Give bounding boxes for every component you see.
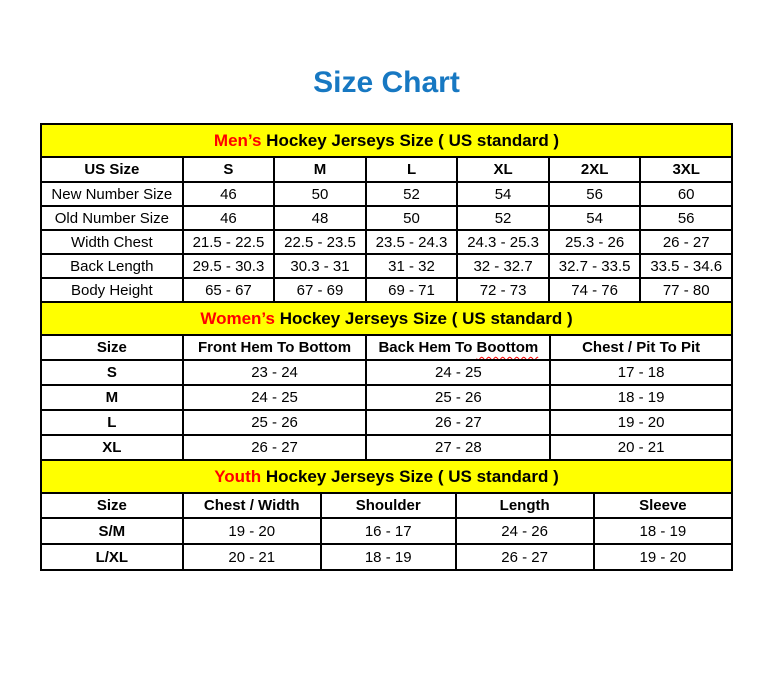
column-header-text: Back Hem To: [378, 339, 477, 356]
value-cell: 26 - 27: [183, 435, 367, 460]
table-row: [41, 518, 732, 544]
value-cell: 27 - 28: [366, 435, 550, 460]
value-cell: 48: [274, 206, 366, 230]
value-cell: 67 - 69: [274, 278, 366, 302]
row-label-cell: S/M: [41, 518, 183, 544]
value-cell: 32.7 - 33.5: [549, 254, 641, 278]
size-chart-tables: [40, 123, 733, 571]
column-header-cell: Chest / Pit To Pit: [550, 335, 732, 360]
value-cell: 74 - 76: [549, 278, 641, 302]
value-cell: 19 - 20: [183, 518, 321, 544]
row-label-cell: New Number Size: [41, 182, 183, 206]
row-label-cell: XL: [41, 435, 183, 460]
row-label-cell: M: [41, 385, 183, 410]
section-band-row: [41, 460, 732, 493]
value-cell: 77 - 80: [640, 278, 732, 302]
value-cell: 65 - 67: [183, 278, 275, 302]
value-cell: 33.5 - 34.6: [640, 254, 732, 278]
value-cell: 21.5 - 22.5: [183, 230, 275, 254]
row-label-cell: Old Number Size: [41, 206, 183, 230]
value-cell: 46: [183, 206, 275, 230]
value-cell: 25 - 26: [366, 385, 550, 410]
value-cell: 26 - 27: [456, 544, 594, 570]
value-cell: 25 - 26: [183, 410, 367, 435]
row-label-cell: Body Height: [41, 278, 183, 302]
column-header-cell: Length: [456, 493, 594, 518]
column-header-cell: S: [183, 157, 275, 182]
column-header-cell: L: [366, 157, 458, 182]
column-header-cell: 2XL: [549, 157, 641, 182]
section-band-row: [41, 302, 732, 335]
value-cell: 22.5 - 23.5: [274, 230, 366, 254]
section-accent-word: Youth: [214, 466, 262, 486]
value-cell: 18 - 19: [321, 544, 456, 570]
section-band-title: [41, 460, 732, 493]
value-cell: 18 - 19: [550, 385, 732, 410]
value-cell: 56: [640, 206, 732, 230]
column-header-cell: Chest / Width: [183, 493, 321, 518]
section-title-rest: Hockey Jerseys Size ( US standard ): [261, 466, 559, 486]
table-row: [41, 278, 732, 302]
column-header-cell: M: [274, 157, 366, 182]
value-cell: 25.3 - 26: [549, 230, 641, 254]
row-label-cell: Back Length: [41, 254, 183, 278]
table-row: [41, 360, 732, 385]
value-cell: 26 - 27: [366, 410, 550, 435]
table-row: [41, 182, 732, 206]
column-header-cell: XL: [457, 157, 549, 182]
value-cell: 72 - 73: [457, 278, 549, 302]
column-header-cell: [366, 335, 550, 360]
column-header-cell: Size: [41, 335, 183, 360]
value-cell: 69 - 71: [366, 278, 458, 302]
table-row: [41, 385, 732, 410]
value-cell: 24.3 - 25.3: [457, 230, 549, 254]
column-header-cell: Size: [41, 493, 183, 518]
table-row: [41, 435, 732, 460]
column-header-cell: Sleeve: [594, 493, 732, 518]
value-cell: 52: [366, 182, 458, 206]
column-header-cell: Front Hem To Bottom: [183, 335, 367, 360]
value-cell: 23 - 24: [183, 360, 367, 385]
value-cell: 52: [457, 206, 549, 230]
table-row: [41, 206, 732, 230]
value-cell: 20 - 21: [550, 435, 732, 460]
value-cell: 56: [549, 182, 641, 206]
section-accent-word: Women’s: [200, 308, 275, 328]
column-header-row: [41, 157, 732, 182]
section-band-title: [41, 124, 732, 157]
value-cell: 60: [640, 182, 732, 206]
value-cell: 26 - 27: [640, 230, 732, 254]
table-row: [41, 544, 732, 570]
column-header-cell: Shoulder: [321, 493, 456, 518]
column-header-row: [41, 335, 732, 360]
column-header-cell: US Size: [41, 157, 183, 182]
value-cell: 19 - 20: [594, 544, 732, 570]
value-cell: 16 - 17: [321, 518, 456, 544]
value-cell: 20 - 21: [183, 544, 321, 570]
table-row: [41, 230, 732, 254]
value-cell: 29.5 - 30.3: [183, 254, 275, 278]
section-title-rest: Hockey Jerseys Size ( US standard ): [261, 130, 560, 150]
page-title: Size Chart: [313, 66, 460, 99]
value-cell: 54: [549, 206, 641, 230]
misspelled-word: Boottom: [476, 339, 539, 356]
section-band-title: [41, 302, 732, 335]
value-cell: 54: [457, 182, 549, 206]
row-label-cell: L/XL: [41, 544, 183, 570]
table-row: [41, 254, 732, 278]
value-cell: 19 - 20: [550, 410, 732, 435]
value-cell: 24 - 25: [366, 360, 550, 385]
size-table-womens: [40, 301, 733, 461]
section-title-rest: Hockey Jerseys Size ( US standard ): [274, 308, 573, 328]
value-cell: 30.3 - 31: [274, 254, 366, 278]
row-label-cell: L: [41, 410, 183, 435]
value-cell: 24 - 25: [183, 385, 367, 410]
size-table-youth: [40, 459, 733, 571]
section-band-row: [41, 124, 732, 157]
value-cell: 50: [274, 182, 366, 206]
value-cell: 18 - 19: [594, 518, 732, 544]
value-cell: 23.5 - 24.3: [366, 230, 458, 254]
row-label-cell: S: [41, 360, 183, 385]
column-header-row: [41, 493, 732, 518]
value-cell: 31 - 32: [366, 254, 458, 278]
row-label-cell: Width Chest: [41, 230, 183, 254]
value-cell: 32 - 32.7: [457, 254, 549, 278]
value-cell: 24 - 26: [456, 518, 594, 544]
column-header-cell: 3XL: [640, 157, 732, 182]
section-accent-word: Men’s: [213, 130, 262, 150]
size-table-mens: [40, 123, 733, 303]
value-cell: 50: [366, 206, 458, 230]
value-cell: 17 - 18: [550, 360, 732, 385]
table-row: [41, 410, 732, 435]
value-cell: 46: [183, 182, 275, 206]
